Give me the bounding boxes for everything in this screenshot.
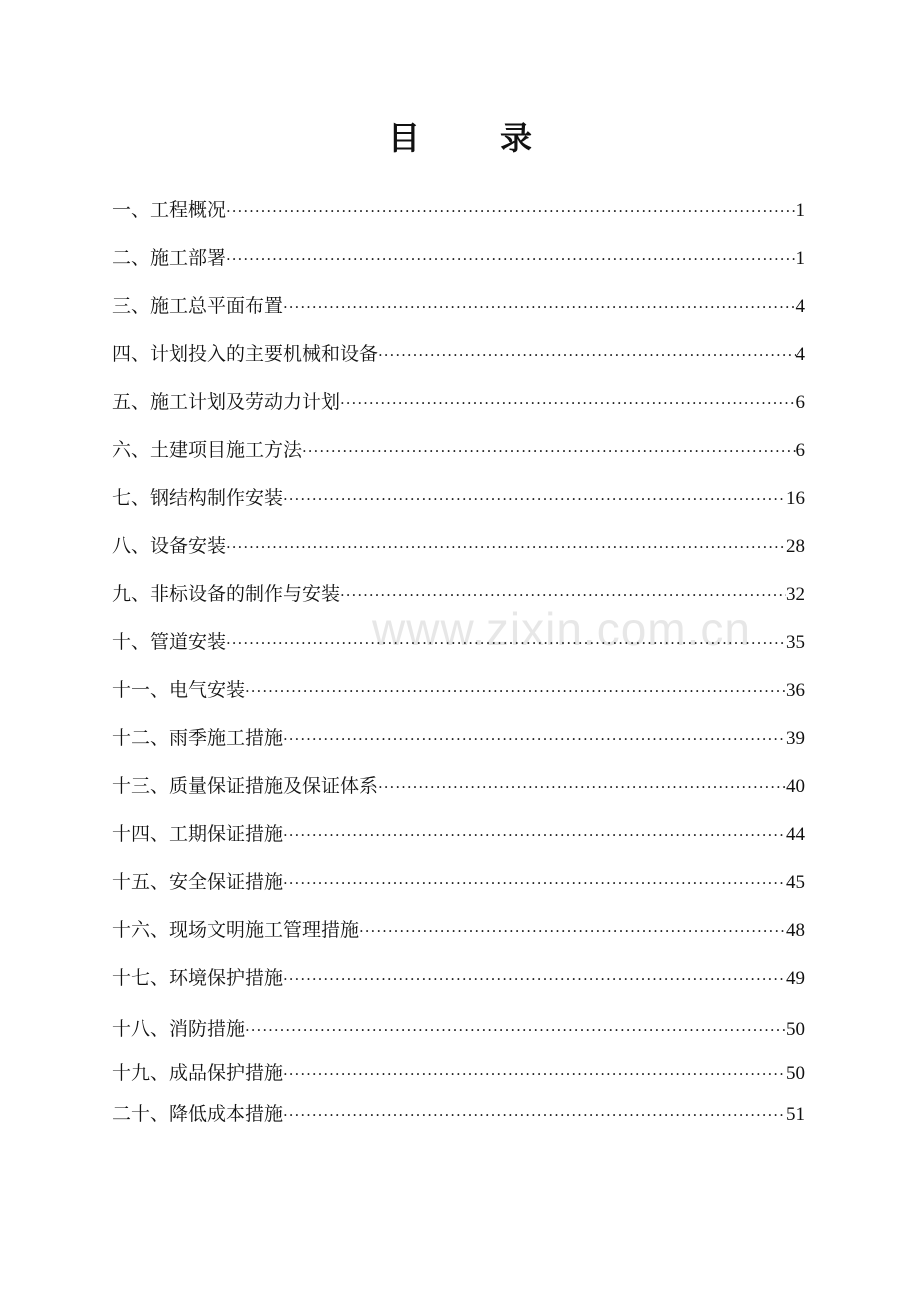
toc-entry[interactable] xyxy=(112,627,805,657)
dot-leader xyxy=(226,196,795,226)
toc-page-number: 39 xyxy=(786,728,805,749)
toc-page-number: 1 xyxy=(795,200,805,221)
watermark: www.zixin.com.cn xyxy=(372,603,751,655)
toc-page-number: 48 xyxy=(786,920,805,941)
toc-entry-label: 六、土建项目施工方法 xyxy=(112,439,303,461)
toc-entry-label: 十六、现场文明施工管理措施 xyxy=(112,919,360,941)
toc-entry[interactable] xyxy=(112,1058,805,1088)
dot-leader xyxy=(283,724,786,754)
toc-page-number: 16 xyxy=(786,488,805,509)
toc-entry[interactable] xyxy=(112,435,805,465)
dot-leader xyxy=(283,1100,786,1130)
toc-entry[interactable] xyxy=(112,339,805,369)
toc-page-number: 49 xyxy=(786,968,805,989)
dot-leader xyxy=(340,580,786,610)
title-char-2: 录 xyxy=(500,119,533,157)
toc-entry-label: 十一、电气安装 xyxy=(112,679,246,701)
dot-leader xyxy=(283,964,786,994)
toc-entry-label: 十八、消防措施 xyxy=(112,1018,246,1040)
dot-leader xyxy=(359,916,786,946)
toc-entry[interactable] xyxy=(112,963,805,993)
dot-leader xyxy=(340,388,795,418)
toc-entry-label: 二、施工部署 xyxy=(112,247,227,269)
toc-entry-label: 四、计划投入的主要机械和设备 xyxy=(112,343,379,365)
toc-entry-label: 三、施工总平面布置 xyxy=(112,295,284,317)
dot-leader xyxy=(283,868,786,898)
toc-page-number: 50 xyxy=(786,1063,805,1084)
toc-entry[interactable] xyxy=(112,531,805,561)
toc-page-number: 51 xyxy=(786,1104,805,1125)
toc-entry[interactable] xyxy=(112,1014,805,1044)
dot-leader xyxy=(226,532,786,562)
dot-leader xyxy=(245,1015,786,1045)
toc-page-number: 6 xyxy=(795,440,805,461)
toc-entry[interactable] xyxy=(112,243,805,273)
title-char-1: 目 xyxy=(387,119,420,157)
toc-entry[interactable] xyxy=(112,771,805,801)
toc-entry[interactable] xyxy=(112,579,805,609)
toc-entry-label: 五、施工计划及劳动力计划 xyxy=(112,391,341,413)
toc-entry[interactable] xyxy=(112,387,805,417)
toc-page-number: 4 xyxy=(795,344,805,365)
dot-leader xyxy=(302,436,795,466)
toc-entry-label: 七、钢结构制作安装 xyxy=(112,487,284,509)
dot-leader xyxy=(283,1059,786,1089)
toc-entry[interactable] xyxy=(112,819,805,849)
toc-page-number: 1 xyxy=(795,248,805,269)
toc-entry-label: 十、管道安装 xyxy=(112,631,227,653)
toc-entry-label: 九、非标设备的制作与安装 xyxy=(112,583,341,605)
dot-leader xyxy=(226,244,795,274)
toc-entry[interactable] xyxy=(112,483,805,513)
toc-page-number: 50 xyxy=(786,1019,805,1040)
dot-leader xyxy=(378,340,795,370)
toc-entry-label: 十四、工期保证措施 xyxy=(112,823,284,845)
dot-leader xyxy=(283,292,795,322)
dot-leader xyxy=(283,820,786,850)
toc-entry-label: 十二、雨季施工措施 xyxy=(112,727,284,749)
dot-leader xyxy=(226,628,786,658)
toc-entry[interactable] xyxy=(112,291,805,321)
dot-leader xyxy=(283,484,786,514)
dot-leader xyxy=(378,772,786,802)
toc-page-number: 6 xyxy=(795,392,805,413)
toc-page-number: 44 xyxy=(786,824,805,845)
toc-entry-label: 十五、安全保证措施 xyxy=(112,871,284,893)
toc-entry-label: 二十、降低成本措施 xyxy=(112,1103,284,1125)
page-title xyxy=(0,114,920,162)
dot-leader xyxy=(245,676,786,706)
toc-entry-label: 一、工程概况 xyxy=(112,199,227,221)
toc-entry-label: 八、设备安装 xyxy=(112,535,227,557)
toc-entry-label: 十九、成品保护措施 xyxy=(112,1062,284,1084)
toc-entry-label: 十七、环境保护措施 xyxy=(112,967,284,989)
toc-page-number: 32 xyxy=(786,584,805,605)
toc-page-number: 45 xyxy=(786,872,805,893)
toc-page-number: 4 xyxy=(795,296,805,317)
toc-page-number: 28 xyxy=(786,536,805,557)
toc-entry[interactable] xyxy=(112,195,805,225)
toc-page-number: 35 xyxy=(786,632,805,653)
toc-page-number: 40 xyxy=(786,776,805,797)
toc-entry[interactable] xyxy=(112,675,805,705)
toc-entry[interactable] xyxy=(112,915,805,945)
toc-entry[interactable] xyxy=(112,1099,805,1129)
toc-entry[interactable] xyxy=(112,867,805,897)
toc-entry-label: 十三、质量保证措施及保证体系 xyxy=(112,775,379,797)
toc-entry[interactable] xyxy=(112,723,805,753)
toc-page-number: 36 xyxy=(786,680,805,701)
